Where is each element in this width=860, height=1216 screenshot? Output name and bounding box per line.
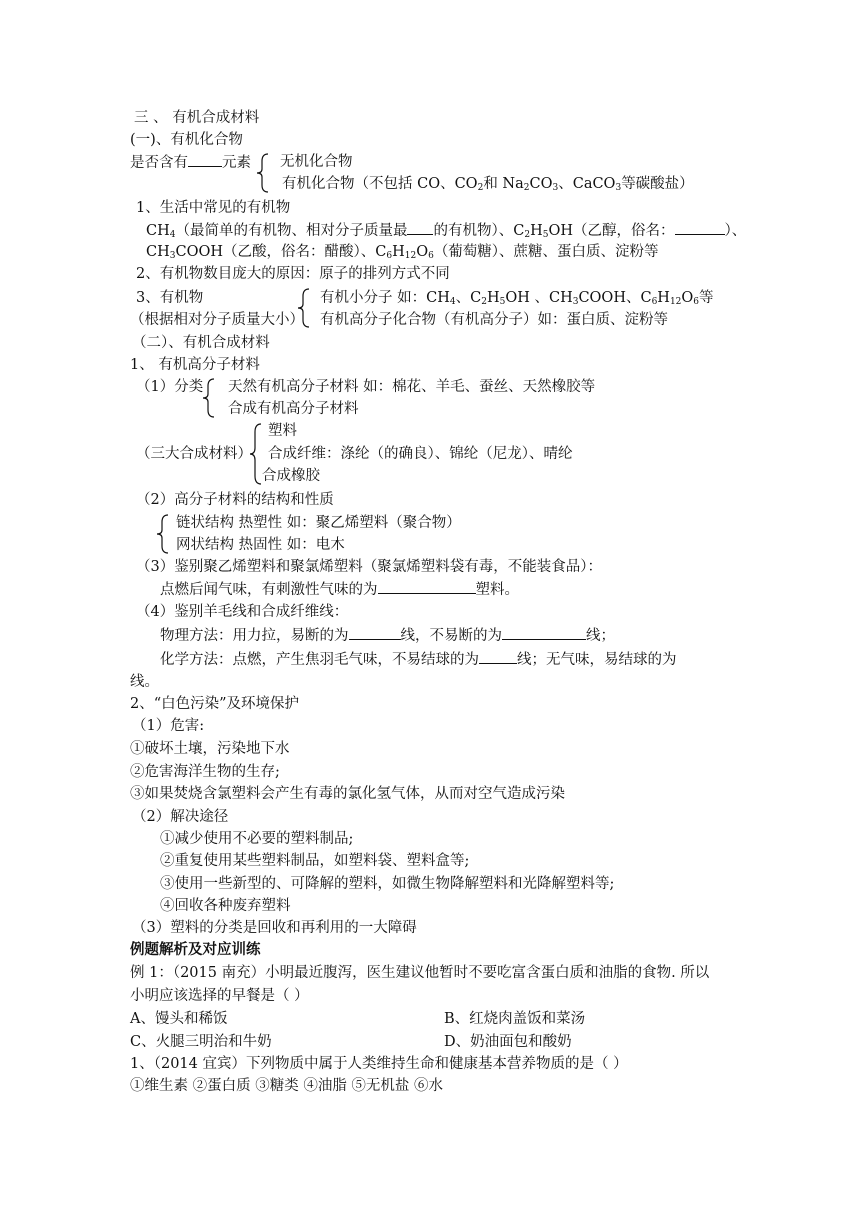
polymer-compounds: 有机高分子化合物（有机高分子）如：蛋白质、淀粉等 xyxy=(320,312,668,328)
network-structure: 网状结构 热固性 如：电木 xyxy=(176,537,345,553)
solution-item-4: ④回收各种废弃塑料 xyxy=(160,898,291,914)
classification-label: （1）分类 xyxy=(136,379,204,395)
part2-heading: （二）、有机合成材料 xyxy=(132,335,270,351)
synthetic-polymers: 合成有机高分子材料 xyxy=(228,401,359,417)
brace-icon xyxy=(156,514,170,554)
option-b[interactable]: B、红烧肉盖饭和菜汤 xyxy=(444,1011,586,1027)
natural-polymers: 天然有机高分子材料 如：棉花、羊毛、蚕丝、天然橡胶等 xyxy=(228,379,596,395)
harm-heading: （1）危害: xyxy=(132,718,205,734)
harm-item-2: ②危害海洋生物的生存; xyxy=(130,764,280,780)
common-organics-heading: 1、生活中常见的有机物 xyxy=(136,200,291,216)
organic-compound: 有机化合物（不包括 CO、$CO_2$和 $Na_2CO_3$、CaCO$_3$等碳酸盐） xyxy=(282,176,694,193)
answer-blank[interactable] xyxy=(502,625,586,640)
question1-line1: 1、（2014 宜宾）下列物质中属于人类维持生命和健康基本营养物质的是（ ） xyxy=(130,1056,628,1072)
wool-heading: （4）鉴别羊毛线和合成纤维线： xyxy=(136,604,349,620)
synthetic-rubber: 合成橡胶 xyxy=(262,468,320,484)
harm-item-1: ①破坏土壤，污染地下水 xyxy=(130,741,290,757)
answer-blank[interactable] xyxy=(407,220,433,235)
reason-line: 2、有机物数目庞大的原因：原子的排列方式不同 xyxy=(136,266,450,282)
chain-structure: 链状结构 热塑性 如：聚乙烯塑料（聚合物） xyxy=(176,515,461,531)
solution-item-3: ③使用一些新型的、可降解的塑料，如微生物降解塑料和光降解塑料等; xyxy=(160,876,615,892)
polymer-materials-heading: 1、 有机高分子材料 xyxy=(130,357,260,373)
chemical-method-end: 线。 xyxy=(130,674,159,690)
question1-line2: ①维生素 ②蛋白质 ③糖类 ④油脂 ⑤无机盐 ⑥水 xyxy=(130,1078,444,1094)
pvc-heading: （3）鉴别聚乙烯塑料和聚氯烯塑料（聚氯烯塑料袋有毒，不能装食品）： xyxy=(136,559,602,575)
physical-method: 物理方法：用力拉，易断的为 线，不易断的为 线； xyxy=(160,625,615,646)
solution-heading: （2）解决途径 xyxy=(132,809,229,825)
answer-blank[interactable] xyxy=(479,649,517,664)
solution-item-2: ②重复使用某些塑料制品，如塑料袋、塑料盒等; xyxy=(160,853,470,869)
common-organics-line2: $CH_3COOH$（乙酸，俗名：醋酸）、$C_6H_{12}O_6$（葡萄糖）、蔗糖、蛋白质、淀粉等 xyxy=(146,244,659,261)
kinds-heading: 3、有机物 xyxy=(136,290,204,306)
example1-line1: 例 1：（2015 南充）小明最近腹泻，医生建议他暂时不要吃富含蛋白质和油脂的食物. 所以 xyxy=(130,965,710,981)
plastic: 塑料 xyxy=(268,423,297,439)
option-a[interactable]: A、馒头和稀饭 xyxy=(130,1011,228,1027)
option-c[interactable]: C、火腿三明治和牛奶 xyxy=(130,1034,272,1050)
three-materials-label: （三大合成材料） xyxy=(136,446,252,462)
common-organics-line1: $CH_4$（最简单的有机物、相对分子质量最 的有机物）、$C_2H_5OH$（乙醇，俗名： ）、 xyxy=(146,220,746,241)
brace-icon xyxy=(249,423,263,485)
white-pollution-heading: 2、“白色污染”及环境保护 xyxy=(130,696,300,712)
answer-blank[interactable] xyxy=(349,625,401,640)
brace-icon xyxy=(202,378,216,418)
solution-item-1: ①减少使用不必要的塑料制品; xyxy=(160,831,354,847)
small-molecules: 有机小分子 如：$CH_4$、$C_2H_5OH$ 、$CH_3COOH$、$C_6H_{12}O_6$等 xyxy=(320,290,714,307)
kinds-basis: （根据相对分子质量大小） xyxy=(130,312,304,328)
brace-icon xyxy=(297,288,311,328)
harm-item-3: ③如果焚烧含氯塑料会产生有毒的氯化氢气体，从而对空气造成污染 xyxy=(130,786,565,802)
synthetic-fiber: 合成纤维：涤纶（的确良）、锦纶（尼龙）、晴纶 xyxy=(268,446,573,462)
structure-heading: （2）高分子材料的结构和性质 xyxy=(136,492,334,508)
option-d[interactable]: D、奶油面包和酸奶 xyxy=(444,1034,572,1050)
example1-line2: 小明应该选择的早餐是（ ） xyxy=(130,988,309,1004)
inorganic-compound: 无机化合物 xyxy=(280,154,353,170)
answer-blank[interactable] xyxy=(675,220,725,235)
classification-lead: 是否含有 元素 xyxy=(130,152,251,173)
brace-icon xyxy=(256,153,270,193)
answer-blank[interactable] xyxy=(188,152,222,167)
part1-heading: (一)、有机化合物 xyxy=(130,132,243,148)
answer-blank[interactable] xyxy=(378,579,476,594)
classification-note: （3）塑料的分类是回收和再利用的一大障碍 xyxy=(132,920,417,936)
examples-heading: 例题解析及对应训练 xyxy=(130,942,261,958)
pvc-method: 点燃后闻气味，有刺激性气味的为 塑料。 xyxy=(160,579,519,600)
section-title: 三 、 有机合成材料 xyxy=(134,110,260,126)
chemical-method: 化学方法：点燃，产生焦羽毛气味，不易结球的为 线；无气味，易结球的为 xyxy=(160,649,677,670)
